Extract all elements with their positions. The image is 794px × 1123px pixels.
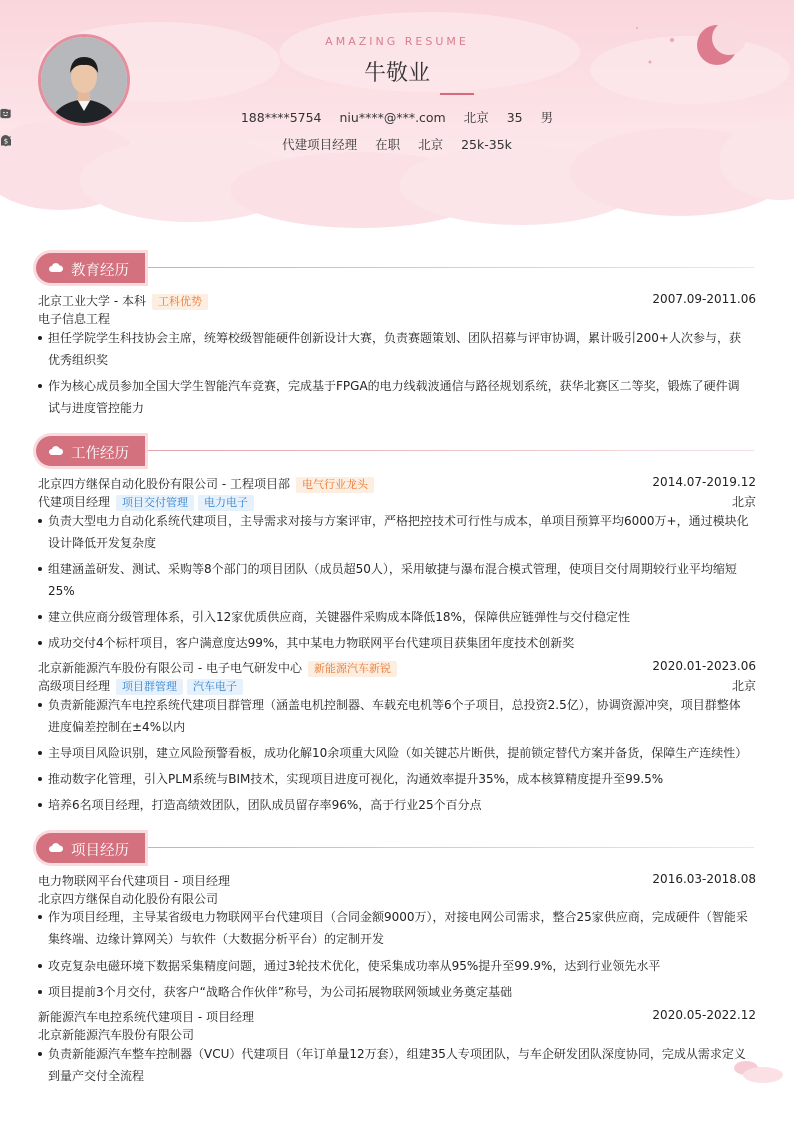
resume-tagline: AMAZING RESUME — [325, 35, 469, 48]
section-title: 教育经历 — [71, 263, 129, 279]
skill-tag: 项目交付管理 — [116, 495, 194, 511]
project-name: 新能源汽车电控系统代建项目 - 项目经理 — [38, 1010, 254, 1024]
section-title: 项目经历 — [71, 843, 129, 859]
work-role-line — [38, 493, 756, 511]
project-company: 北京四方继保自动化股份有限公司 — [38, 892, 219, 906]
work-date: 2014.07-2019.12 — [652, 475, 756, 489]
section-divider — [148, 450, 754, 451]
project-title-line — [38, 1008, 756, 1025]
work-bullet: 组建涵盖研发、测试、采购等8个部门的项目团队（成员超50人），采用敏捷与瀑布混合模式管理，使项目交付周期较行业平均缩短25% — [38, 558, 750, 602]
project-bullet: 项目提前3个月交付，获客户“战略合作伙伴”称号，为公司拓展物联网领域业务奠定基础 — [38, 981, 750, 1003]
education-date: 2007.09-2011.06 — [652, 292, 756, 306]
education-bullet: 作为核心成员参加全国大学生智能汽车竞赛，完成基于FPGA的电力线载波通信与路径规划系统，获华北赛区二等奖，锻炼了硬件调试与进度管控能力 — [38, 375, 750, 419]
company-name: 北京四方继保自动化股份有限公司 - 工程项目部 — [38, 477, 290, 491]
section-work — [36, 436, 756, 468]
skill-tag: 项目群管理 — [116, 679, 183, 695]
section-tab — [36, 253, 145, 283]
job-status-item: 在职 — [375, 135, 400, 153]
company-name: 北京新能源汽车股份有限公司 - 电子电气研发中心 — [38, 661, 302, 675]
education-school-line — [38, 292, 756, 310]
job-role: 高级项目经理 — [38, 679, 111, 693]
section-tab — [36, 436, 145, 466]
svg-text:$: $ — [3, 137, 9, 146]
work-bullet: 成功交付4个标杆项目，客户满意度达99%，其中某电力物联网平台代建项目获集团年度技术创新奖 — [38, 632, 750, 654]
school-tag: 工科优势 — [152, 294, 208, 310]
job-intent-row — [0, 135, 794, 153]
cloud-icon — [49, 843, 63, 852]
work-company-line — [38, 475, 756, 493]
job-role: 代建项目经理 — [38, 495, 111, 509]
project-company: 北京新能源汽车股份有限公司 — [38, 1028, 195, 1042]
target-city-item: 北京 — [418, 135, 443, 153]
work-city: 北京 — [731, 679, 756, 693]
cloud-icon — [49, 446, 63, 455]
section-education — [36, 253, 756, 285]
face-icon — [0, 108, 11, 119]
work-date: 2020.01-2023.06 — [652, 659, 756, 673]
phone-item: 188****5754 — [241, 110, 322, 125]
target-position-item: 代建项目经理 — [282, 135, 357, 153]
section-divider — [148, 267, 754, 268]
work-bullet: 主导项目风险识别，建立风险预警看板，成功化解10余项重大风险（如关键芯片断供，提前锁定替代方案并备货，保障生产连续性） — [38, 742, 750, 764]
education-major: 电子信息工程 — [38, 312, 111, 326]
candidate-name: 牛敬业 — [363, 61, 430, 86]
contact-row — [0, 108, 794, 126]
skill-tag: 电力电子 — [198, 495, 254, 511]
work-bullet: 推动数字化管理，引入PLM系统与BIM技术，实现项目进度可视化，沟通效率提升35%，成本核算精度提升至99.5% — [38, 768, 750, 790]
cloud-icon — [49, 263, 63, 272]
education-bullet: 担任学院学生科技协会主席，统筹校级智能硬件创新设计大赛，负责赛题策划、团队招募与评审协调，累计吸引200+人次参与，获优秀组织奖 — [38, 327, 750, 371]
section-title: 工作经历 — [71, 446, 129, 462]
section-tab — [36, 833, 145, 863]
money-icon — [0, 135, 12, 147]
project-name: 电力物联网平台代建项目 - 项目经理 — [38, 874, 230, 888]
section-projects — [36, 833, 756, 865]
company-tag: 电气行业龙头 — [296, 477, 374, 493]
work-bullet: 培养6名项目经理，打造高绩效团队，团队成员留存率96%，高于行业25个百分点 — [38, 794, 750, 816]
project-title-line — [38, 872, 756, 889]
skill-tag: 汽车电子 — [187, 679, 243, 695]
salary-item: $ 25k-35k — [461, 137, 512, 152]
project-bullet: 攻克复杂电磁环境下数据采集精度问题，通过3轮技术优化，使采集成功率从95%提升至99.9%，达到行业领先水平 — [38, 955, 750, 977]
company-tag: 新能源汽车新锐 — [308, 661, 397, 677]
gender-item: 男 — [541, 108, 554, 126]
project-date: 2020.05-2022.12 — [652, 1008, 756, 1022]
work-role-line — [38, 677, 756, 695]
name-underline — [440, 93, 474, 95]
work-bullet: 负责新能源汽车电控系统代建项目群管理（涵盖电机控制器、车载充电机等6个子项目，总投资2.5亿），协调资源冲突，项目群整体进度偏差控制在±4%以内 — [38, 694, 750, 738]
section-divider — [148, 847, 754, 848]
project-date: 2016.03-2018.08 — [652, 872, 756, 886]
hometown-item: 北京 — [464, 108, 489, 126]
email-item: niu****@***.com — [340, 110, 446, 125]
project-bullet: 负责新能源汽车整车控制器（VCU）代建项目（年订单量12万套），组建35人专项团队，与车企研发团队深度协同，完成从需求定义到量产交付全流程 — [38, 1043, 750, 1087]
work-bullet: 建立供应商分级管理体系，引入12家优质供应商，关键器件采购成本降低18%，保障供应链弹性与交付稳定性 — [38, 606, 750, 628]
decorative-cloud-icon — [730, 1058, 786, 1086]
age-item: 35 — [507, 110, 523, 125]
work-company-line — [38, 659, 756, 677]
header-banner — [0, 0, 794, 228]
work-city: 北京 — [731, 495, 756, 509]
work-bullet: 负责大型电力自动化系统代建项目，主导需求对接与方案评审，严格把控技术可行性与成本，单项目预算平均6000万+，通过模块化设计降低开发复杂度 — [38, 510, 750, 554]
school-name: 北京工业大学 - 本科 — [38, 294, 146, 308]
project-bullet: 作为项目经理，主导某省级电力物联网平台代建项目（合同金额9000万），对接电网公司需求，整合25家供应商，完成硬件（智能采集终端、边缘计算网关）与软件（大数据分析平台）的定制开发 — [38, 906, 750, 950]
